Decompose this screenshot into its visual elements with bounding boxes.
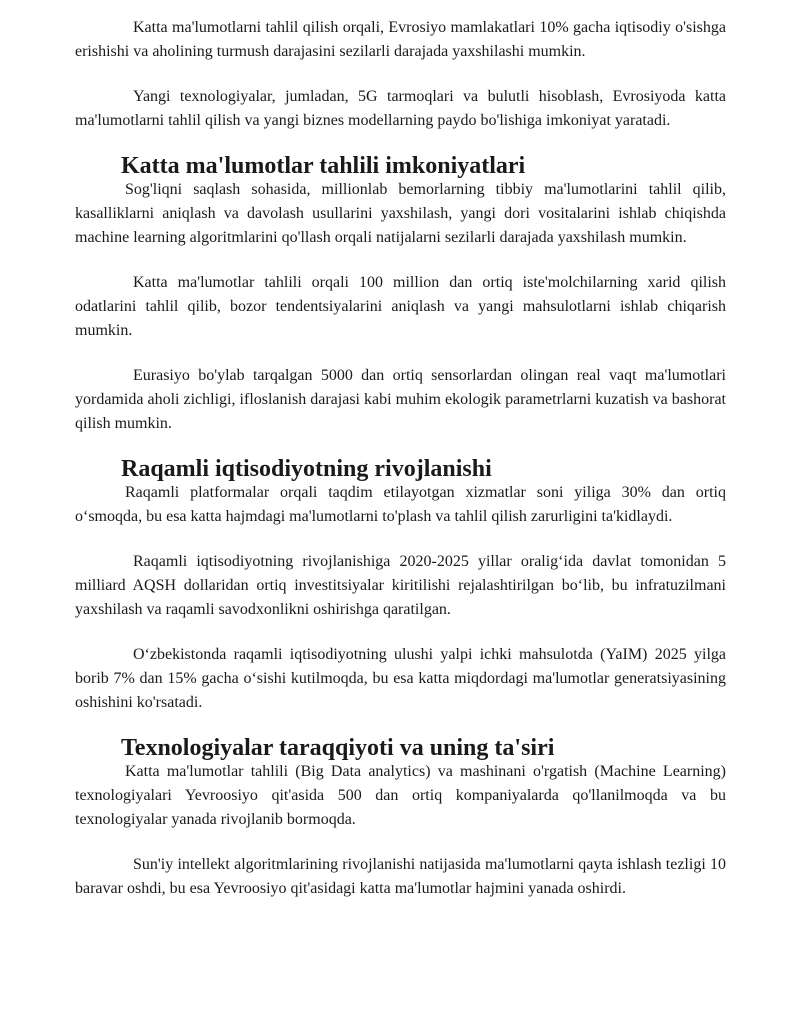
paragraph: Sog'liqni saqlash sohasida, millionlab bemorlarning tibbiy ma'lumotlarini tahlil qilib, kasalliklarni aniqlash va davolash usullarini yaxshilash, yangi dori vositalarini ishlab chiqishda machine learning algoritmlarini qo'llash orqali natijalarni sezilarli darajada yaxshilash mumkin.: [75, 181, 726, 246]
paragraph: O‘zbekistonda raqamli iqtisodiyotning ulushi yalpi ichki mahsulotda (YaIM) 2025 yilga borib 7% dan 15% gacha o‘sishi kutilmoqda, bu esa katta miqdordagi ma'lumotlar generatsiyasining oshishini ko'rsatadi.: [75, 646, 726, 711]
section-heading: Texnologiyalar taraqqiyoti va uning ta'siri: [121, 735, 555, 761]
section-heading: Raqamli iqtisodiyotning rivojlanishi: [121, 456, 492, 482]
paragraph: Raqamli iqtisodiyotning rivojlanishiga 2020-2025 yillar oralig‘ida davlat tomonidan 5 milliard AQSH dollaridan ortiq investitsiyalar kiritilishi rejalashtirilgan bo‘lib, bu infratuzilmani yaxshilash va raqamli savodxonlikni oshirishga qaratilgan.: [75, 553, 726, 618]
paragraph: Sun'iy intellekt algoritmlarining rivojlanishi natijasida ma'lumotlarni qayta ishlash tezligi 10 baravar oshdi, bu esa Yevroosiyo qit'asidagi katta ma'lumotlar hajmini yanada oshirdi.: [75, 856, 726, 897]
document-page: [75, 16, 726, 922]
paragraph: Katta ma'lumotlar tahlili orqali 100 million dan ortiq iste'molchilarning xarid qilish odatlarini tahlil qilib, bozor tendentsiyalarini aniqlash va yangi mahsulotlarni ishlab chiqarish mumkin.: [75, 274, 726, 339]
paragraph: Eurasiyo bo'ylab tarqalgan 5000 dan ortiq sensorlardan olingan real vaqt ma'lumotlari yordamida aholi zichligi, ifloslanish darajasi kabi muhim ekologik parametrlarni kuzatish va bashorat qilish mumkin.: [75, 367, 726, 432]
paragraph: Katta ma'lumotlarni tahlil qilish orqali, Evrosiyo mamlakatlari 10% gacha iqtisodiy o'sishga erishishi va aholining turmush darajasini sezilarli darajada yaxshilashi mumkin.: [75, 19, 726, 60]
paragraph: Katta ma'lumotlar tahlili (Big Data analytics) va mashinani o'rgatish (Machine Learning) texnologiyalari Yevroosiyo qit'asida 500 dan ortiq kompaniyalarda qo'llanilmoqda va bu texnologiyalar yanada rivojlanib bormoqda.: [75, 763, 726, 828]
paragraph: Raqamli platformalar orqali taqdim etilayotgan xizmatlar soni yiliga 30% dan ortiq o‘smoqda, bu esa katta hajmdagi ma'lumotlarni to'plash va tahlil qilish zarurligini ta'kidlaydi.: [75, 484, 726, 525]
section-heading: Katta ma'lumotlar tahlili imkoniyatlari: [121, 153, 526, 179]
paragraph: Yangi texnologiyalar, jumladan, 5G tarmoqlari va bulutli hisoblash, Evrosiyoda katta ma'lumotlarni tahlil qilish va yangi biznes modellarning paydo bo'lishiga imkoniyat yaratadi.: [75, 88, 726, 129]
